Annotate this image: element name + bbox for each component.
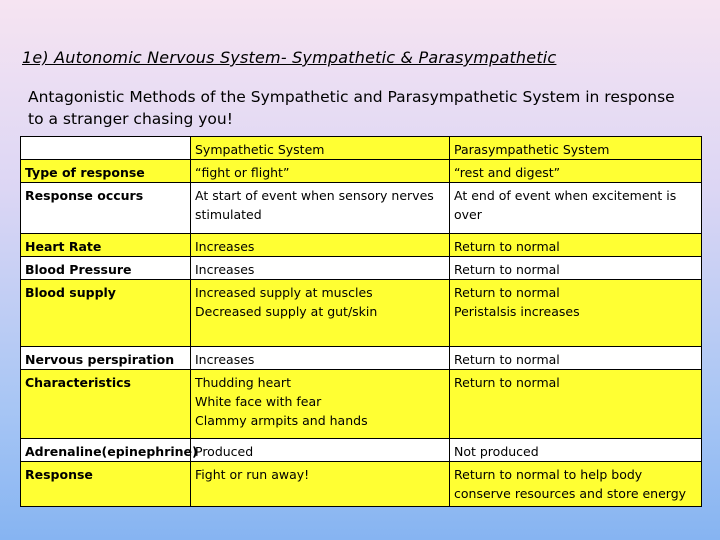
sympathetic-cell: At start of event when sensory nerves stimulated xyxy=(191,183,450,234)
slide-title: 1e) Autonomic Nervous System- Sympathetic & Parasympathetic xyxy=(22,48,557,67)
slide-subtitle: Antagonistic Methods of the Sympathetic and Parasympathetic System in response to a stranger chasing you! xyxy=(28,88,675,128)
header-parasympathetic: Parasympathetic System xyxy=(450,137,702,160)
parasympathetic-cell: Return to normal to help body conserve resources and store energy xyxy=(450,462,702,507)
parasympathetic-cell: Return to normal Peristalsis increases xyxy=(450,280,702,347)
row-label: Blood supply xyxy=(21,280,191,347)
parasympathetic-cell: Return to normal xyxy=(450,234,702,257)
row-label: Blood Pressure xyxy=(21,257,191,280)
header-sympathetic: Sympathetic System xyxy=(191,137,450,160)
parasympathetic-cell: Return to normal xyxy=(450,347,702,370)
parasympathetic-cell: At end of event when excitement is over xyxy=(450,183,702,234)
table-row xyxy=(21,462,702,507)
sympathetic-cell: Increased supply at muscles Decreased supply at gut/skin xyxy=(191,280,450,347)
table-row xyxy=(21,257,702,280)
parasympathetic-cell: Return to normal xyxy=(450,370,702,439)
table-header-row xyxy=(21,137,702,160)
table-row xyxy=(21,370,702,439)
row-label: Adrenaline(epinephrine) xyxy=(21,439,191,462)
table-row xyxy=(21,183,702,234)
row-label: Type of response xyxy=(21,160,191,183)
sympathetic-cell: Increases xyxy=(191,347,450,370)
sympathetic-cell: “fight or flight” xyxy=(191,160,450,183)
comparison-table xyxy=(20,136,702,507)
parasympathetic-cell: Return to normal xyxy=(450,257,702,280)
table-row xyxy=(21,160,702,183)
row-label: Characteristics xyxy=(21,370,191,439)
row-label: Response xyxy=(21,462,191,507)
parasympathetic-cell: “rest and digest” xyxy=(450,160,702,183)
table-row xyxy=(21,280,702,347)
table-row xyxy=(21,234,702,257)
row-label: Response occurs xyxy=(21,183,191,234)
sympathetic-cell: Produced xyxy=(191,439,450,462)
parasympathetic-cell: Not produced xyxy=(450,439,702,462)
header-empty-cell xyxy=(21,137,191,160)
sympathetic-cell: Thudding heart White face with fear Clammy armpits and hands xyxy=(191,370,450,439)
sympathetic-cell: Fight or run away! xyxy=(191,462,450,507)
row-label: Heart Rate xyxy=(21,234,191,257)
table-row xyxy=(21,347,702,370)
sympathetic-cell: Increases xyxy=(191,234,450,257)
row-label: Nervous perspiration xyxy=(21,347,191,370)
table-row xyxy=(21,439,702,462)
sympathetic-cell: Increases xyxy=(191,257,450,280)
